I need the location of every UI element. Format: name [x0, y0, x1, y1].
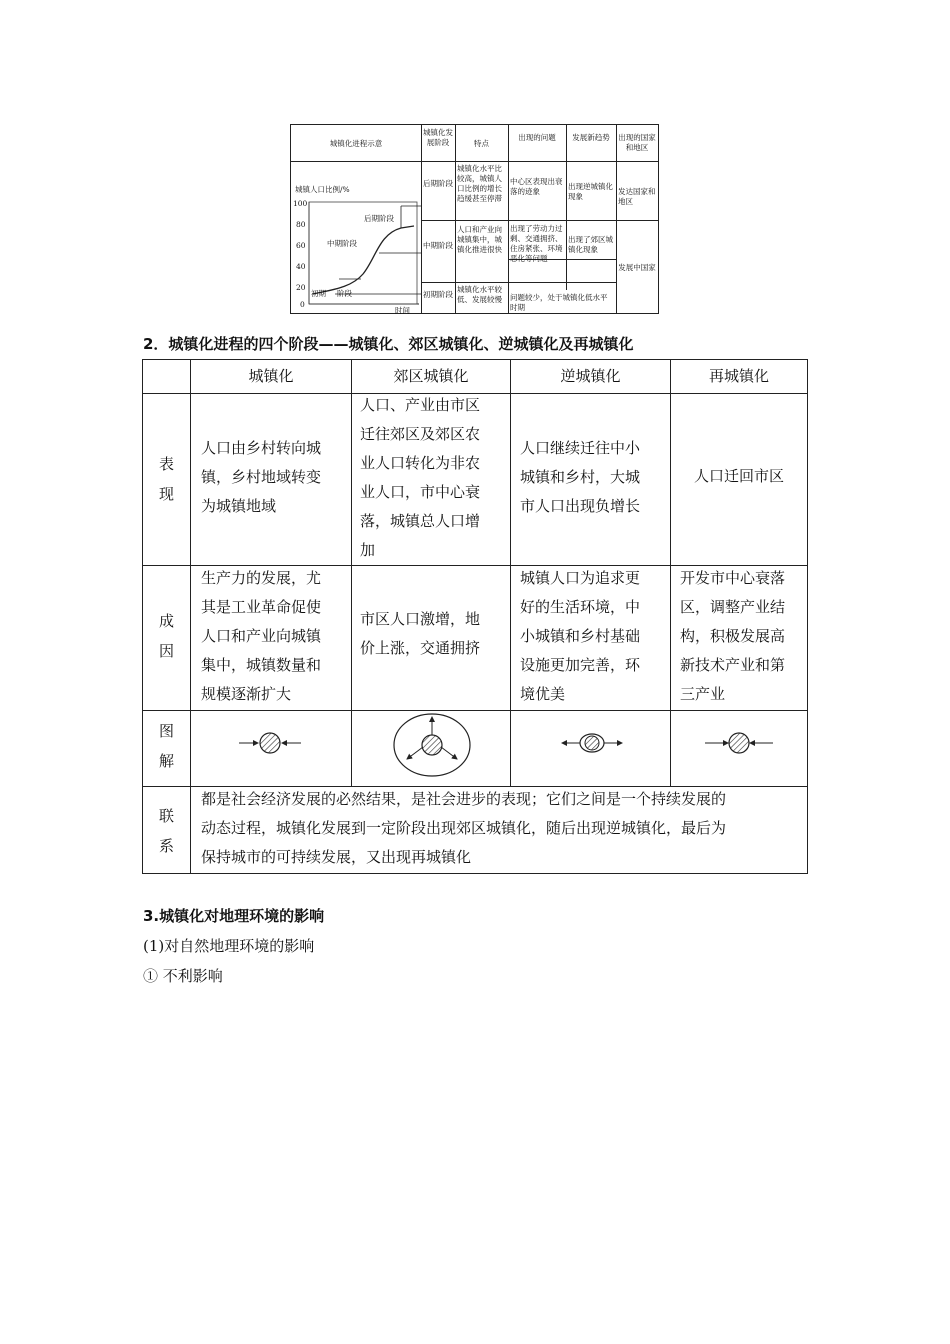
- section-heading-2: 2．城镇化进程的四个阶段——城镇化、郊区城镇化、逆城镇化及再城镇化: [143, 335, 634, 353]
- chart-ylabel: 城镇人口比例/%: [295, 185, 350, 194]
- features-late: 城镇化水平比较高，城镇人口比例的增长趋缓甚至停滞: [457, 164, 502, 203]
- col-header-counter-urbanization: 逆城镇化: [560, 367, 621, 385]
- diagram-urbanization: [191, 711, 351, 786]
- stage-late: 后期阶段: [423, 179, 453, 188]
- ytick-0: 0: [300, 300, 305, 309]
- header-features: 特点: [474, 139, 489, 148]
- col-header-reurbanization: 再城镇化: [708, 367, 769, 385]
- city-circle: [585, 736, 599, 750]
- diagram-counter-urbanization: [511, 711, 670, 786]
- urbanization-curve-chart: [291, 162, 421, 314]
- city-circle: [422, 735, 442, 755]
- problems-late: 中心区表现出衰落的迹象: [510, 177, 563, 196]
- causes-urbanization: 生产力的发展，尤 其是工业革命促使 人口和产业向城镇 集中，城镇数量和 规模逐渐扩大: [201, 569, 322, 703]
- label-mid-stage: 中期阶段: [327, 239, 357, 248]
- performance-urbanization: 人口由乡村转向城 镇，乡村地域转变 为城镇地域: [201, 439, 322, 515]
- features-mid: 人口和产业向城镇集中，城镇化推进很快: [457, 225, 502, 254]
- label-early-stage: 初期: [311, 289, 326, 298]
- subsection-natural-environment: (1)对自然地理环境的影响: [143, 937, 315, 955]
- row-label-performance: 表 现: [158, 455, 174, 503]
- urbanization-curve: [313, 226, 414, 294]
- city-circle: [260, 733, 280, 753]
- trend-late: 出现逆城镇化现象: [568, 182, 613, 201]
- chart-xlabel: 时间: [395, 306, 410, 314]
- item-adverse-effects: ① 不利影响: [143, 967, 223, 985]
- causes-reurbanization: 开发市中心衰落 区，调整产业结 构，积极发展高 新技术产业和第 三产业: [680, 569, 786, 703]
- features-early: 城镇化水平较低、发展较慢: [457, 285, 502, 304]
- section-heading-3: 3.城镇化对地理环境的影响: [143, 907, 325, 925]
- header-problems: 出现的问题: [518, 133, 556, 142]
- col-header-urbanization: 城镇化: [248, 367, 294, 385]
- ytick-80: 80: [296, 220, 306, 229]
- header-trend: 发展新趋势: [572, 133, 610, 142]
- performance-suburbanization: 人口、产业由市区 迁往郊区及郊区农 业人口转化为非农 业人口，市中心衰 落，城镇总人口增 加: [360, 396, 481, 559]
- ytick-100: 100: [293, 199, 308, 208]
- header-stage: 城镇化发展阶段: [423, 128, 453, 147]
- region-developed: 发达国家和地区: [618, 187, 656, 206]
- ytick-20: 20: [296, 283, 306, 292]
- header-regions: 出现的国家和地区: [618, 133, 656, 152]
- diagram-suburbanization: [352, 711, 510, 786]
- relation-text: 都是社会经济发展的必然结果，是社会进步的表现；它们之间是一个持续发展的 动态过程，城镇化发展到一定阶段出现郊区城镇化，随后出现逆城镇化，最后为 保持城市的可持续发展，又出现再城镇化: [201, 790, 727, 866]
- trend-mid: 出现了郊区城镇化现象: [568, 235, 613, 254]
- four-stages-table: [142, 359, 808, 874]
- stage-mid: 中期阶段: [423, 241, 453, 250]
- problems-early: 问题较少，处于城镇化低水平时期: [510, 293, 608, 312]
- performance-reurbanization: 人口迁回市区: [693, 467, 784, 485]
- header-process: 城镇化进程示意: [329, 139, 383, 148]
- row-label-relation: 联 系: [158, 807, 174, 855]
- col-header-suburbanization: 郊区城镇化: [393, 367, 469, 385]
- stage-early: 初期阶段: [423, 290, 453, 299]
- urbanization-summary-table: [290, 124, 659, 314]
- city-circle: [729, 733, 749, 753]
- diagram-reurbanization: [671, 711, 807, 786]
- row-label-causes: 成 因: [158, 612, 174, 660]
- performance-counter-urbanization: 人口继续迁往中小 城镇和乡村，大城 市人口出现负增长: [520, 439, 641, 515]
- label-late-stage: 后期阶段: [364, 214, 394, 223]
- row-label-diagram: 图 解: [158, 722, 174, 770]
- problems-mid: 出现了劳动力过剩、交通拥挤、住房紧张、环境恶化等问题: [510, 224, 563, 263]
- causes-counter-urbanization: 城镇人口为追求更 好的生活环境，中 小城镇和乡村基础 设施更加完善，环 境优美: [520, 569, 641, 703]
- region-developing: 发展中国家: [618, 263, 656, 272]
- ytick-40: 40: [296, 262, 306, 271]
- label-early-stage-2: 阶段: [337, 289, 352, 298]
- ytick-60: 60: [296, 241, 306, 250]
- causes-suburbanization: 市区人口激增，地 价上涨，交通拥挤: [360, 610, 481, 657]
